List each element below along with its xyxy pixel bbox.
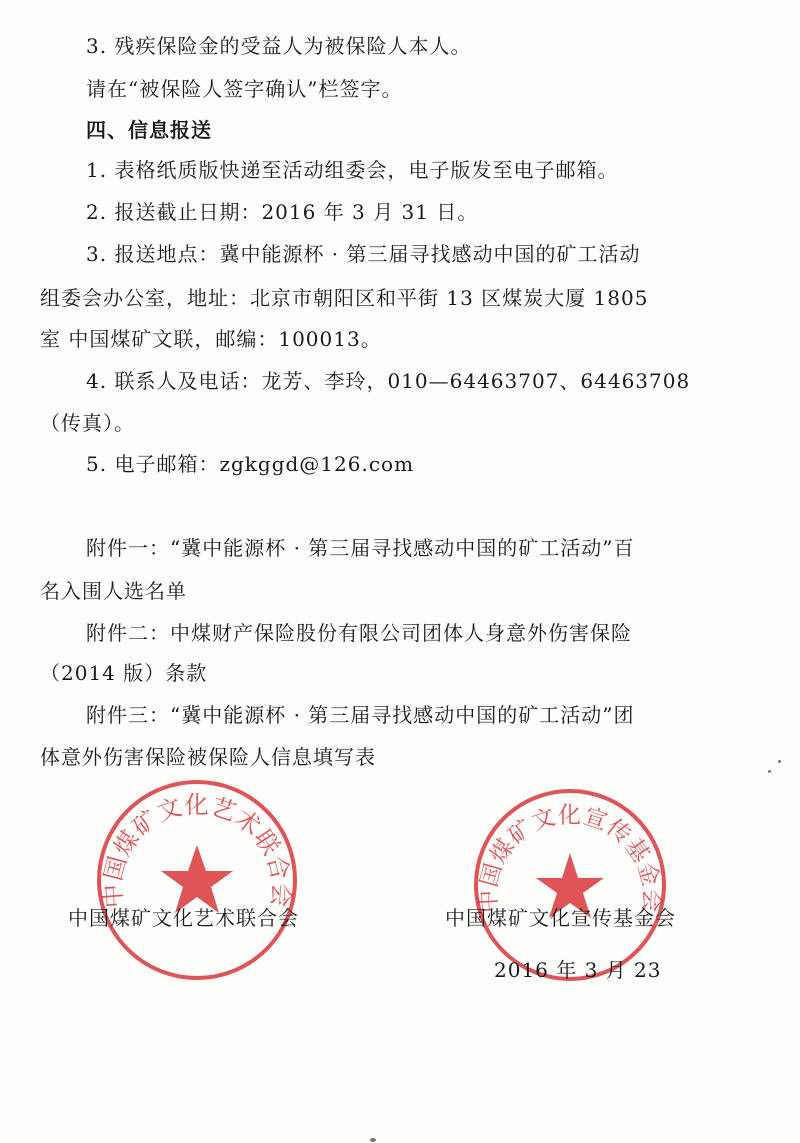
text-line-item-3-address-c: 室 中国煤矿文联，邮编：100013。 [40,327,382,351]
attachment-2-line-a: 附件二：中煤财产保险股份有限公司团体人身意外伤害保险 [86,621,632,645]
attachment-3-line-a: 附件三：“冀中能源杯 · 第三届寻找感动中国的矿工活动”团 [86,703,635,727]
attachment-2-line-b: （2014 版）条款 [40,661,208,685]
svg-text:中国煤矿文化艺术联合会: 中国煤矿文化艺术联合会 [98,791,296,910]
text-line-item-3-address-b: 组委会办公室，地址：北京市朝阳区和平街 13 区煤炭大厦 1805 [40,286,649,310]
scan-speck [768,770,771,773]
text-line-item-4-contact: 4. 联系人及电话：龙芳、李玲，010—64463707、64463708 [86,369,691,393]
text-line-item-3-disability: 3. 残疾保险金的受益人为被保险人本人。 [86,34,472,58]
scan-speck [778,760,781,763]
text-line-item-4-fax: （传真）。 [40,411,135,435]
attachment-1-line-b: 名入围人选名单 [40,579,187,603]
right-official-seal [470,785,670,985]
text-line-item-1-delivery: 1. 表格纸质版快递至活动组委会，电子版发至电子邮箱。 [86,158,619,182]
signer-left-org: 中国煤矿文化艺术联合会 [68,906,299,930]
signer-right-org: 中国煤矿文化宣传基金会 [445,906,676,930]
text-line-sign-instruction: 请在“被保险人签字确认”栏签字。 [86,77,403,101]
signature-date: 2016 年 3 月 23 [494,958,662,982]
text-line-item-3-address-a: 3. 报送地点：冀中能源杯 · 第三届寻找感动中国的矿工活动 [86,242,641,266]
left-official-seal [92,775,302,985]
text-line-item-5-email: 5. 电子邮箱：zgkggd@126.com [86,452,415,476]
attachment-1-line-a: 附件一：“冀中能源杯 · 第三届寻找感动中国的矿工活动”百 [86,536,635,560]
scan-speck [370,1138,376,1142]
section-heading-info-submission: 四、信息报送 [86,118,212,142]
svg-text:中国煤矿文化宣传基金会: 中国煤矿文化宣传基金会 [475,802,665,914]
text-line-item-2-deadline: 2. 报送截止日期：2016 年 3 月 31 日。 [86,200,479,224]
attachment-3-line-b: 体意外伤害保险被保险人信息填写表 [40,745,376,769]
